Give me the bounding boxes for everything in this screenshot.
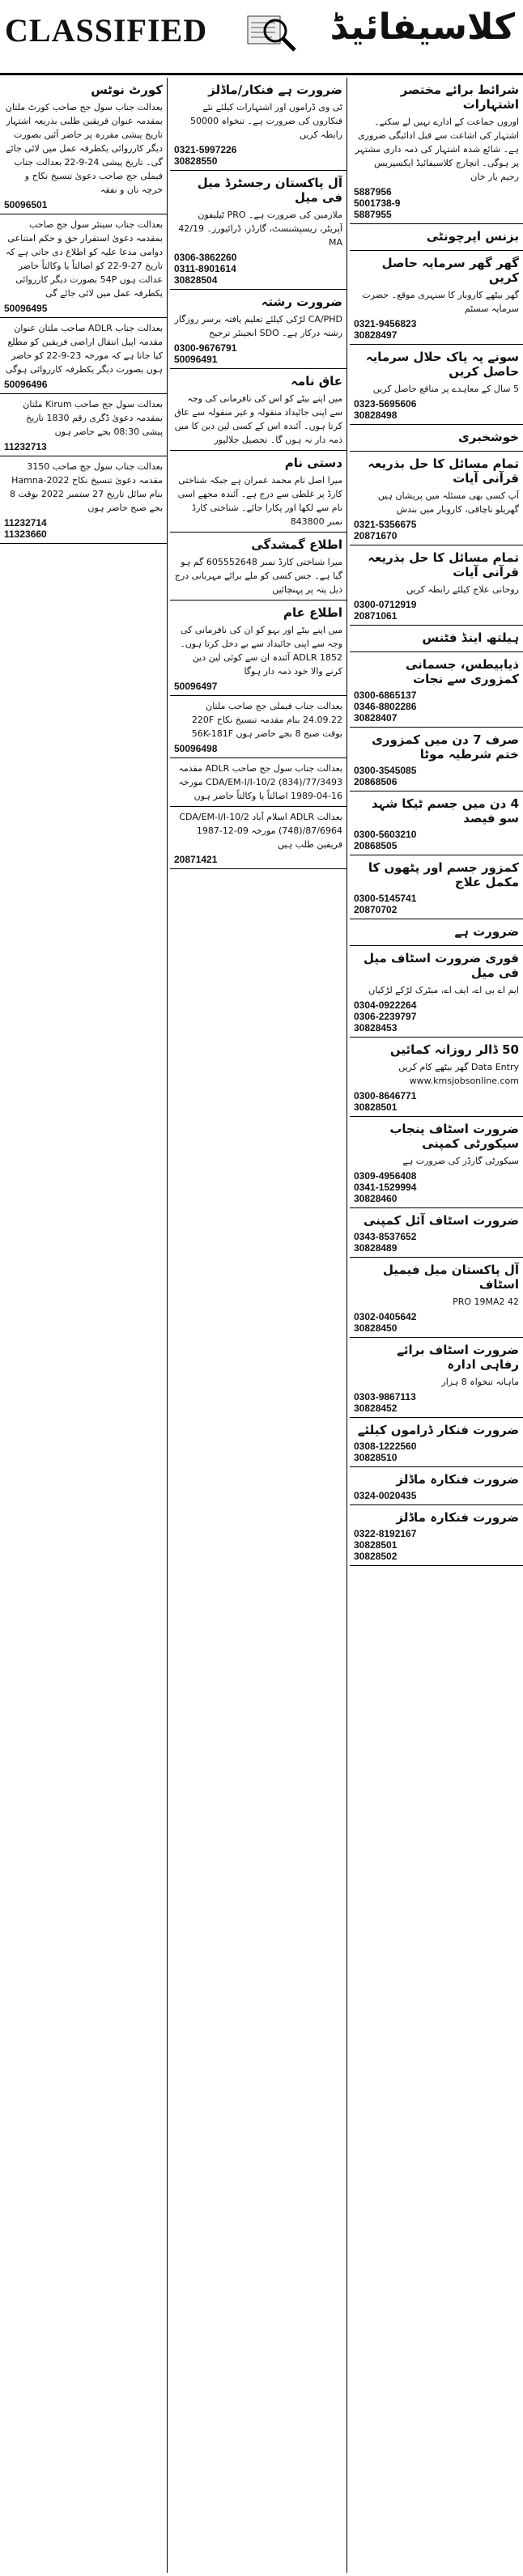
phone-number: 50096496 bbox=[4, 379, 48, 390]
phone-number: 50096491 bbox=[174, 354, 218, 365]
classified-ad bbox=[170, 290, 347, 369]
ad-phones bbox=[174, 743, 342, 754]
ad-title: کورٹ نوٹس bbox=[91, 83, 163, 97]
ad-phones bbox=[354, 186, 519, 220]
column-business-jobs bbox=[350, 78, 523, 2573]
ad-phones bbox=[354, 1090, 519, 1113]
phone-number: 11232714 bbox=[4, 517, 47, 528]
ad-title: بزنس اپرچونٹی bbox=[426, 229, 519, 244]
phone-number: 30828450 bbox=[354, 1322, 398, 1334]
classified-ad bbox=[350, 1418, 523, 1467]
ad-phones bbox=[354, 1490, 519, 1501]
classified-ad bbox=[170, 601, 347, 696]
phone-number: 30828550 bbox=[174, 155, 218, 167]
phone-number: 20871670 bbox=[354, 530, 398, 541]
ad-title: 50 ڈالر روزانہ کمائیں bbox=[389, 1042, 519, 1057]
ad-phones bbox=[354, 1170, 519, 1204]
ad-body: گھر بیٹھے کاروبار کا سنہری موقع۔ حضرت سرمایہ سسٹم bbox=[362, 290, 519, 314]
ad-body: CA/PHD لڑکی کیلئے تعلیم یافتہ برسر روزگار رشتہ درکار ہے۔ SDO انجینئر ترجیح bbox=[174, 314, 342, 338]
ad-title: ضرورت فنکارہ ماڈلز bbox=[396, 1472, 519, 1487]
classified-ad bbox=[350, 1258, 523, 1338]
phone-number: 0321-5356675 bbox=[354, 519, 417, 530]
classified-ad bbox=[350, 1505, 523, 1566]
phone-number: 11323660 bbox=[4, 528, 47, 540]
classified-ad bbox=[350, 1208, 523, 1258]
phone-number: 0306-3862260 bbox=[174, 252, 237, 263]
phone-number: 0300-3545085 bbox=[354, 765, 417, 776]
phone-number: 30828501 bbox=[354, 1539, 398, 1551]
classified-ad bbox=[350, 545, 523, 626]
classified-ad bbox=[350, 919, 523, 946]
ad-title: 4 دن میں جسم ٹیکا شہد سو فیصد bbox=[371, 796, 519, 825]
ad-title: آل پاکستان میل فیمیل اسٹاف bbox=[383, 1263, 519, 1292]
ad-body: سیکورٹی گارڈز کی ضرورت ہے bbox=[402, 1156, 519, 1166]
ad-phones bbox=[354, 829, 519, 851]
ad-phones bbox=[174, 854, 342, 865]
phone-number: 20871061 bbox=[354, 610, 398, 622]
ad-body: بعدالت جناب فیملی جج صاحب ملتان 24.09.22 بنام مقدمہ تنسیخ نکاح 220F بوقت صبح 8 بجے حاضر ہوں 56K-181F bbox=[191, 701, 342, 739]
phone-number: 5887956 bbox=[354, 186, 392, 197]
column-court-notices bbox=[0, 78, 168, 2573]
ad-body: میں اپنے بیٹے کو اس کی نافرمانی کی وجہ سے اپنی جائیداد منقولہ و غیر منقولہ سے عاق کرتا ہوں۔ آئندہ اس کے کسی لین دین کا میں ذمہ دار نہ ہوں گا۔ تحصیل جلالپور bbox=[174, 393, 342, 445]
phone-number: 0304-0922264 bbox=[354, 999, 417, 1011]
classified-ad bbox=[350, 946, 523, 1038]
ad-phones bbox=[4, 303, 163, 314]
classified-ad bbox=[0, 394, 167, 456]
classified-ad bbox=[170, 696, 347, 758]
classified-ad bbox=[0, 214, 167, 318]
ad-title: ضرورت اسٹاف آئل کمپنی bbox=[364, 1213, 519, 1228]
phone-number: 0322-8192167 bbox=[354, 1528, 417, 1539]
ad-title: گھر گھر سرمایہ حاصل کریں bbox=[381, 256, 519, 285]
ad-phones bbox=[4, 441, 163, 452]
phone-number: 0300-5603210 bbox=[354, 829, 417, 840]
ad-body: میرا اصل نام محمد عمران ہے جبکہ شناختی کارڈ پر غلطی سے درج ہے۔ آئندہ مجھے اسی نام سے لکھا اور پکارا جائے۔ شناختی کارڈ نمبر 843800 bbox=[177, 475, 342, 527]
ad-body: ٹی وی ڈراموں اور اشتہارات کیلئے نئے فنکاروں کی ضرورت ہے۔ تنخواہ 50000 رابطہ کریں bbox=[190, 102, 342, 140]
phone-number: 50096498 bbox=[174, 743, 218, 754]
ad-title: اطلاع عام bbox=[283, 605, 342, 620]
ad-title: ضرورت اسٹاف پنجاب سیکورٹی کمپنی bbox=[389, 1122, 519, 1151]
ad-title: کمزور جسم اور پٹھوں کا مکمل علاج bbox=[368, 860, 519, 889]
ad-body: بعدالت جناب ADLR صاحب ملتان عنوان مقدمہ اپیل انتقال اراضی فریقین کو مطلع کیا جاتا ہے کہ مورخہ 23-9-22 کو حاضر ہوں بصورت دیگر یکطرفہ کارروائی ہوگی bbox=[5, 323, 163, 375]
phone-number: 0308-1222560 bbox=[354, 1441, 417, 1452]
phone-number: 0300-5145741 bbox=[354, 893, 417, 904]
ad-body: میرا شناختی کارڈ نمبر 605552648 گم ہو گیا ہے۔ جس کسی کو ملے برائے مہربانی درج ذیل پتہ پر پہنچائیں bbox=[174, 557, 342, 595]
ad-body: Data Entry گھر بیٹھے کام کریں www.kmsjobsonline.com bbox=[398, 1062, 519, 1086]
phone-number: 0321-5997226 bbox=[174, 144, 237, 155]
ad-title: ضرورت اسٹاف برائے رفاہی ادارہ bbox=[397, 1343, 519, 1372]
phone-number: 20868506 bbox=[354, 776, 398, 787]
phone-number: 50096501 bbox=[4, 199, 48, 210]
ad-title: خوشخبری bbox=[458, 430, 519, 444]
classified-ad bbox=[350, 251, 523, 345]
title-urdu: کلاسیفائیڈ bbox=[330, 6, 515, 48]
ad-phones bbox=[174, 144, 342, 167]
classified-ad bbox=[170, 171, 347, 290]
phone-number: 50096497 bbox=[174, 681, 218, 692]
phone-number: 30828502 bbox=[354, 1551, 398, 1562]
ad-body: ایم اے بی اے، ایف اے، میٹرک لڑکے لڑکیاں bbox=[368, 985, 519, 995]
phone-number: 0323-5695606 bbox=[354, 398, 417, 410]
ad-phones bbox=[174, 681, 342, 692]
classified-ad bbox=[0, 318, 167, 394]
ad-title: آل پاکستان رجسٹرڈ میل فی میل bbox=[197, 176, 342, 205]
ad-body: روحانی علاج کیلئے رابطہ کریں bbox=[406, 584, 519, 595]
ad-body: بعدالت جناب سول جج صاحب کورٹ ملتان بمقدمہ عنوان فریقین طلبی بذریعہ اشتہار تاریخ پیشی مقررہ پر حاضر آئیں بصورت دیگر کارروائی یکطرفہ عمل میں لائی جائے گی۔ تاریخ پیشی 24-9-22 بعدالت جناب فیملی جج صاحب دعویٰ تنسیخ نکاح و خرچہ نان و نفقہ bbox=[5, 102, 163, 195]
phone-number: 0303-9867113 bbox=[354, 1391, 416, 1403]
ad-body: اوروں جماعت کے ادارے نہیں لے سکتے۔ اشتہار کی اشاعت سے قبل ادائیگی ضروری ہے۔ شائع شدہ اشتہار کی ذمہ داری مشتہر پر ہوگی۔ انچارج کلاسیفائیڈ ایکسپریس رحیم یار خان bbox=[355, 117, 519, 182]
masthead bbox=[0, 0, 523, 75]
phone-number: 30828504 bbox=[174, 274, 218, 286]
phone-number: 5001738-9 bbox=[354, 197, 401, 209]
classified-ad bbox=[170, 533, 347, 601]
phone-number: 0346-8802286 bbox=[354, 701, 417, 712]
ad-body: ماہانہ تنخواہ 8 ہزار bbox=[441, 1377, 519, 1387]
title-english: CLASSIFIED bbox=[5, 12, 208, 49]
ad-title: فوری ضرورت اسٹاف میل فی میل bbox=[363, 951, 519, 980]
ad-title: صرف 7 دن میں کمزوری ختم شرطیہ موٹا bbox=[372, 732, 519, 762]
ad-body: ملازمین کی ضرورت ہے۔ PRO ٹیلیفون آپریٹر، ریسپشنسٹ، گارڈز، ڈرائیورز۔ 42/19 MA bbox=[178, 210, 342, 248]
phone-number: 0300-6865137 bbox=[354, 690, 417, 701]
ad-body: آپ کسی بھی مسئلہ میں پریشان ہیں گھریلو ناچاقی، کاروبار میں بندش bbox=[377, 490, 519, 515]
ad-phones bbox=[4, 379, 163, 390]
phone-number: 0343-8537652 bbox=[354, 1231, 417, 1242]
phone-number: 0309-4956408 bbox=[354, 1170, 417, 1182]
classified-ad bbox=[350, 626, 523, 652]
magnifier-newspaper-icon bbox=[243, 8, 300, 57]
ad-body: بعدالت ADLR اسلام آباد CDA/EM-I/I-10/2 (748)/87/6964 مورخہ 09-12-1987 فریقین طلب ہیں bbox=[179, 812, 342, 850]
classified-ad bbox=[350, 1467, 523, 1505]
ad-phones bbox=[354, 690, 519, 724]
ad-body: بعدالت جناب سینئر سول جج صاحب بمقدمہ دعویٰ استقرار حق و حکم امتناعی دوامی مدعا علیہ کو اطلاع دی جاتی ہے کہ تاریخ 27-9-22 کو اصالتاً یا وکالتاً حاضر عدالت ہوں 54P بصورت دیگر کارروائی یکطرفہ عمل میں لائی جائے گی bbox=[5, 219, 163, 299]
classified-ad bbox=[350, 345, 523, 425]
ad-phones bbox=[354, 1441, 519, 1463]
ad-phones bbox=[354, 398, 519, 421]
ad-phones bbox=[354, 599, 519, 622]
ad-phones bbox=[354, 1528, 519, 1562]
ad-title: اطلاع گمشدگی bbox=[251, 537, 342, 552]
phone-number: 0306-2239797 bbox=[354, 1011, 417, 1022]
ad-phones bbox=[354, 999, 519, 1033]
classified-ad bbox=[170, 78, 347, 171]
phone-number: 30828501 bbox=[354, 1101, 398, 1113]
classified-ad bbox=[350, 728, 523, 791]
ad-phones bbox=[4, 199, 163, 210]
phone-number: 30828407 bbox=[354, 712, 398, 724]
ad-title: ضرورت ہے bbox=[454, 924, 519, 939]
classified-ad bbox=[350, 224, 523, 251]
classified-ad bbox=[350, 1338, 523, 1418]
phone-number: 5887955 bbox=[354, 209, 392, 220]
classified-ad bbox=[350, 652, 523, 728]
ad-title: شرائط برائے مختصر اشتہارات bbox=[400, 83, 519, 112]
column-notices bbox=[170, 78, 347, 2573]
classified-ad bbox=[0, 456, 167, 544]
ad-title: ہیلتھ اینڈ فٹنس bbox=[422, 630, 519, 645]
ad-phones bbox=[354, 1311, 519, 1334]
classified-ad bbox=[350, 1117, 523, 1208]
ad-title: ضرورت فنکارہ ماڈلز bbox=[396, 1510, 519, 1525]
phone-number: 30828460 bbox=[354, 1193, 398, 1204]
ad-body: PRO 19MA2 42 bbox=[453, 1296, 519, 1307]
phone-number: 30828497 bbox=[354, 329, 398, 341]
phone-number: 20871421 bbox=[174, 854, 218, 865]
phone-number: 0311-8901614 bbox=[174, 263, 236, 274]
ad-phones bbox=[354, 519, 519, 541]
ad-phones bbox=[354, 1231, 519, 1254]
phone-number: 30828452 bbox=[354, 1403, 398, 1414]
ad-title: تمام مسائل کا حل بذریعہ قرآنی آیات bbox=[368, 550, 519, 579]
phone-number: 11232713 bbox=[4, 441, 47, 452]
phone-number: 0341-1529994 bbox=[354, 1182, 417, 1193]
ad-body: بعدالت جناب سول جج صاحب ADLR مقدمہ CDA/EM-I/I-10/2 (834)/77/3493 مورخہ 16-04-1989 اصالتاً یا وکالتاً حاضر ہوں bbox=[178, 763, 342, 801]
phone-number: 30828498 bbox=[354, 410, 398, 421]
ad-body: بعدالت جناب سول جج صاحب 3150 مقدمہ دعویٰ تنسیخ نکاح Hamna-2022 بنام سائل تاریخ 27 ستمبر 2022 بوقت 8 بجے صبح حاضر ہوں bbox=[10, 461, 163, 513]
phone-number: 20870702 bbox=[354, 904, 398, 915]
ad-phones bbox=[354, 765, 519, 787]
phone-number: 0300-9676791 bbox=[174, 342, 237, 354]
classified-ad bbox=[170, 369, 347, 451]
classified-ad bbox=[170, 758, 347, 807]
phone-number: 50096495 bbox=[4, 303, 48, 314]
classified-ad bbox=[350, 78, 523, 224]
ad-title: عاق نامہ bbox=[291, 374, 342, 388]
ad-title: تمام مسائل کا حل بذریعہ قرآنی آیات bbox=[368, 456, 519, 486]
ad-phones bbox=[354, 893, 519, 915]
ad-phones bbox=[354, 318, 519, 341]
classified-ad bbox=[170, 451, 347, 533]
ad-title: ضرورت فنکار ڈراموں کیلئے bbox=[357, 1423, 519, 1437]
ad-title: دستی نام bbox=[284, 456, 342, 470]
ad-title: ضرورت رشتہ bbox=[261, 295, 342, 309]
ad-body: میں اپنے بیٹے اور بہو کو ان کی نافرمانی کی وجہ سے اپنی جائیداد سے بے دخل کرتا ہوں۔ ADLR 1852 آئندہ ان سے کوئی لین دین کرنے والا خود ذمہ دار ہوگا bbox=[180, 625, 342, 677]
classified-ad bbox=[350, 791, 523, 855]
classified-ad bbox=[170, 807, 347, 869]
ad-body: 5 سال کے معاہدے پر منافع حاصل کریں bbox=[372, 384, 519, 394]
phone-number: 0302-0405642 bbox=[354, 1311, 417, 1322]
ad-phones bbox=[174, 342, 342, 365]
ad-phones bbox=[174, 252, 342, 286]
ad-title: سونے پہ پاک حلال سرمایہ حاصل کریں bbox=[365, 350, 519, 379]
ad-title: ذیابیطس، جسمانی کمزوری سے نجات bbox=[405, 657, 519, 686]
phone-number: 30828510 bbox=[354, 1452, 398, 1463]
ad-body: بعدالت سول جج صاحب Kirum ملتان بمقدمہ دعویٰ ڈگری رقم 1830 تاریخ پیشی 08:30 بجے حاضر ہوں bbox=[23, 399, 163, 437]
phone-number: 0324-0020435 bbox=[354, 1490, 417, 1501]
phone-number: 20868505 bbox=[354, 840, 398, 851]
ad-phones bbox=[354, 1391, 519, 1414]
phone-number: 30828453 bbox=[354, 1022, 398, 1033]
ad-phones bbox=[4, 517, 163, 540]
phone-number: 0321-9456823 bbox=[354, 318, 417, 329]
ad-title: ضرورت ہے فنکار/ماڈلز bbox=[208, 83, 342, 97]
phone-number: 30828489 bbox=[354, 1242, 398, 1254]
classified-ad bbox=[350, 855, 523, 919]
phone-number: 0300-0712919 bbox=[354, 599, 417, 610]
classified-ad bbox=[0, 78, 167, 214]
classified-ad bbox=[350, 425, 523, 452]
classified-ad bbox=[350, 1038, 523, 1117]
phone-number: 0300-8646771 bbox=[354, 1090, 417, 1101]
classified-ad bbox=[350, 452, 523, 545]
